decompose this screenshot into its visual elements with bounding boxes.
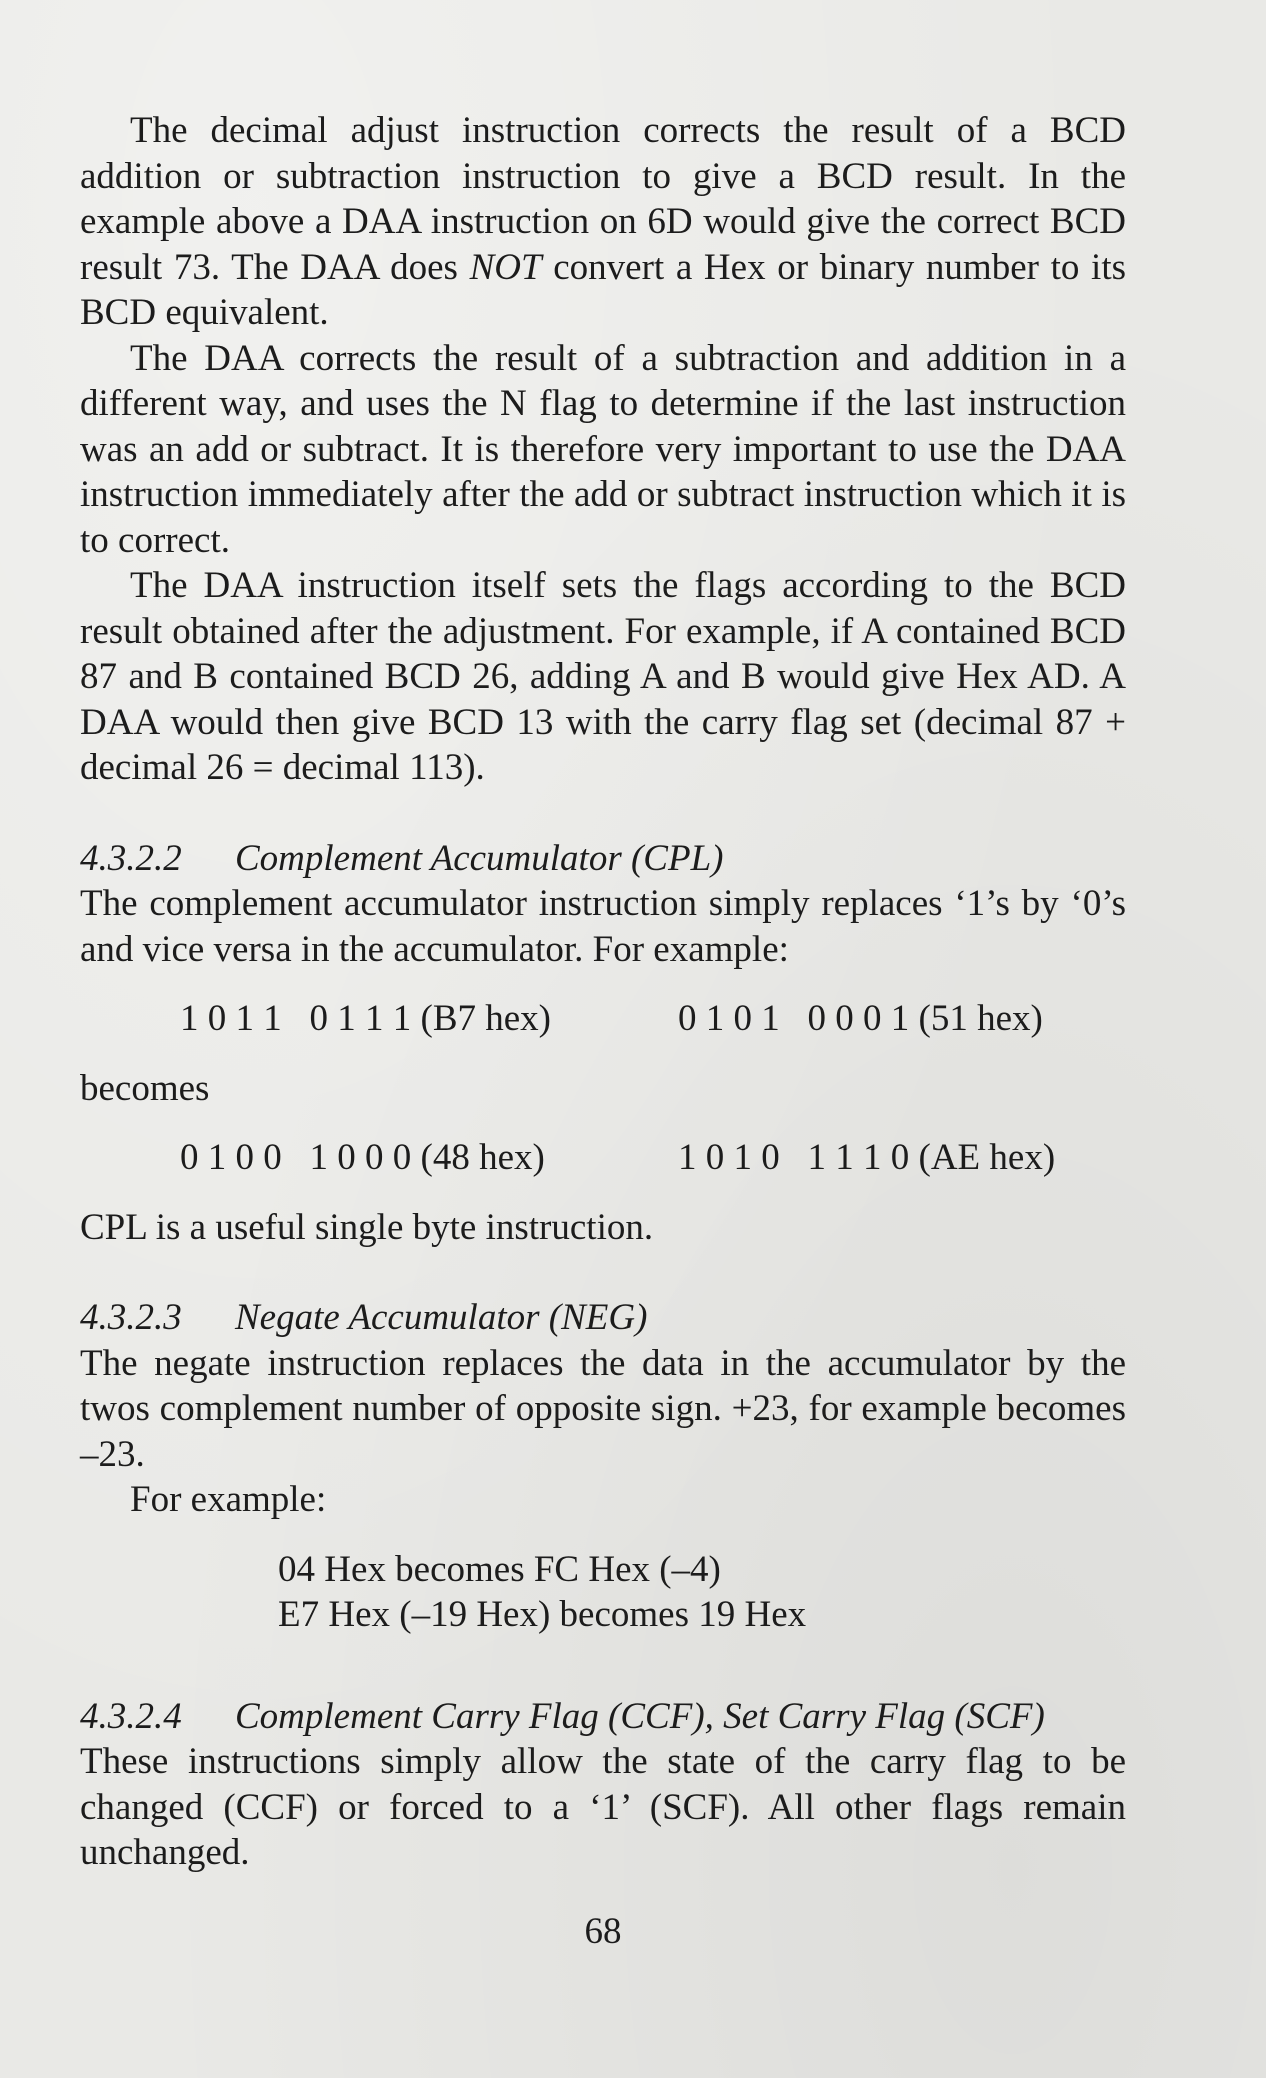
binary-value [180, 1135, 545, 1181]
cpl-outro: CPL is a useful single byte instruction. [80, 1206, 654, 1248]
neg-examples [278, 1547, 1126, 1638]
hex-value: (B7 hex) [420, 998, 551, 1039]
binary-bits: 1 0 1 1 0 1 1 1 [180, 998, 412, 1039]
cpl-intro: The complement accumulator instruction simply replaces ‘1’s by ‘0’s and vice versa in the accumulator. For example: [80, 883, 1126, 970]
section-number: 4.3.2.2 [80, 837, 182, 879]
section-heading-neg [80, 1295, 1126, 1341]
binary-bits: 0 1 0 0 1 0 0 0 [180, 1137, 412, 1178]
hex-value: (48 hex) [420, 1137, 545, 1178]
binary-value [678, 996, 1043, 1042]
section-title: Complement Carry Flag (CCF), Set Carry Flag (SCF) [235, 1695, 1045, 1737]
neg-example-1: 04 Hex becomes FC Hex (–4) [278, 1548, 721, 1590]
section-heading-cpl [80, 836, 1126, 882]
section-title: Complement Accumulator (CPL) [235, 837, 724, 879]
neg-example-2: E7 Hex (–19 Hex) becomes 19 Hex [278, 1594, 807, 1635]
section-number: 4.3.2.4 [80, 1695, 182, 1737]
daa-paragraph-3: The DAA instruction itself sets the flags according to the BCD result obtained after the adjustment. For example, if A contained BCD 87 and B contained BCD 26, adding A and B would give Hex AD. A DAA would then give BCD 13 with the carry flag set (decimal 87 + decimal 26 = decimal 113). [80, 565, 1126, 788]
binary-bits: 0 1 0 1 0 0 0 1 [678, 998, 910, 1039]
binary-value [180, 996, 551, 1042]
emphasis-not: NOT [469, 246, 542, 288]
page-content [80, 108, 1126, 1876]
neg-for-example: For example: [130, 1479, 327, 1520]
cpl-example-row-1 [80, 996, 1126, 1042]
daa-paragraph-1-text: The decimal adjust instruction corrects the result of a BCD addition or subtraction instruction to give a BCD result. In the example above a DAA instruction on 6D would give the correct BCD result 73. The DAA does [80, 110, 1126, 288]
daa-paragraph-2: The DAA corrects the result of a subtraction and addition in a different way, and uses the N flag to determine if the last instruction was an add or subtract. It is therefore very important to use the DAA instruction immediately after the add or subtract instruction which it is to correct. [80, 337, 1126, 561]
hex-value: (AE hex) [918, 1137, 1056, 1178]
ccf-body: These instructions simply allow the state of the carry flag to be changed (CCF) or forced to a ‘1’ (SCF). All other flags remain unchanged. [80, 1741, 1126, 1873]
section-number: 4.3.2.3 [80, 1297, 182, 1338]
binary-value [678, 1135, 1055, 1181]
daa-paragraph-1-end: convert a Hex or binary number to its BCD equivalent. [80, 246, 1127, 333]
daa-paragraph-1 [80, 108, 1126, 336]
section-title: Negate Accumulator (NEG) [235, 1297, 648, 1338]
hex-value: (51 hex) [918, 998, 1043, 1039]
page-number: 68 [584, 1911, 622, 1952]
neg-body: The negate instruction replaces the data in the accumulator by the twos complement number of opposite sign. +23, for example becomes –23. [80, 1342, 1126, 1475]
cpl-example-row-2 [80, 1135, 1126, 1181]
binary-bits: 1 0 1 0 1 1 1 0 [678, 1137, 910, 1178]
section-heading-ccf [80, 1694, 1126, 1740]
becomes-label: becomes [80, 1067, 210, 1109]
